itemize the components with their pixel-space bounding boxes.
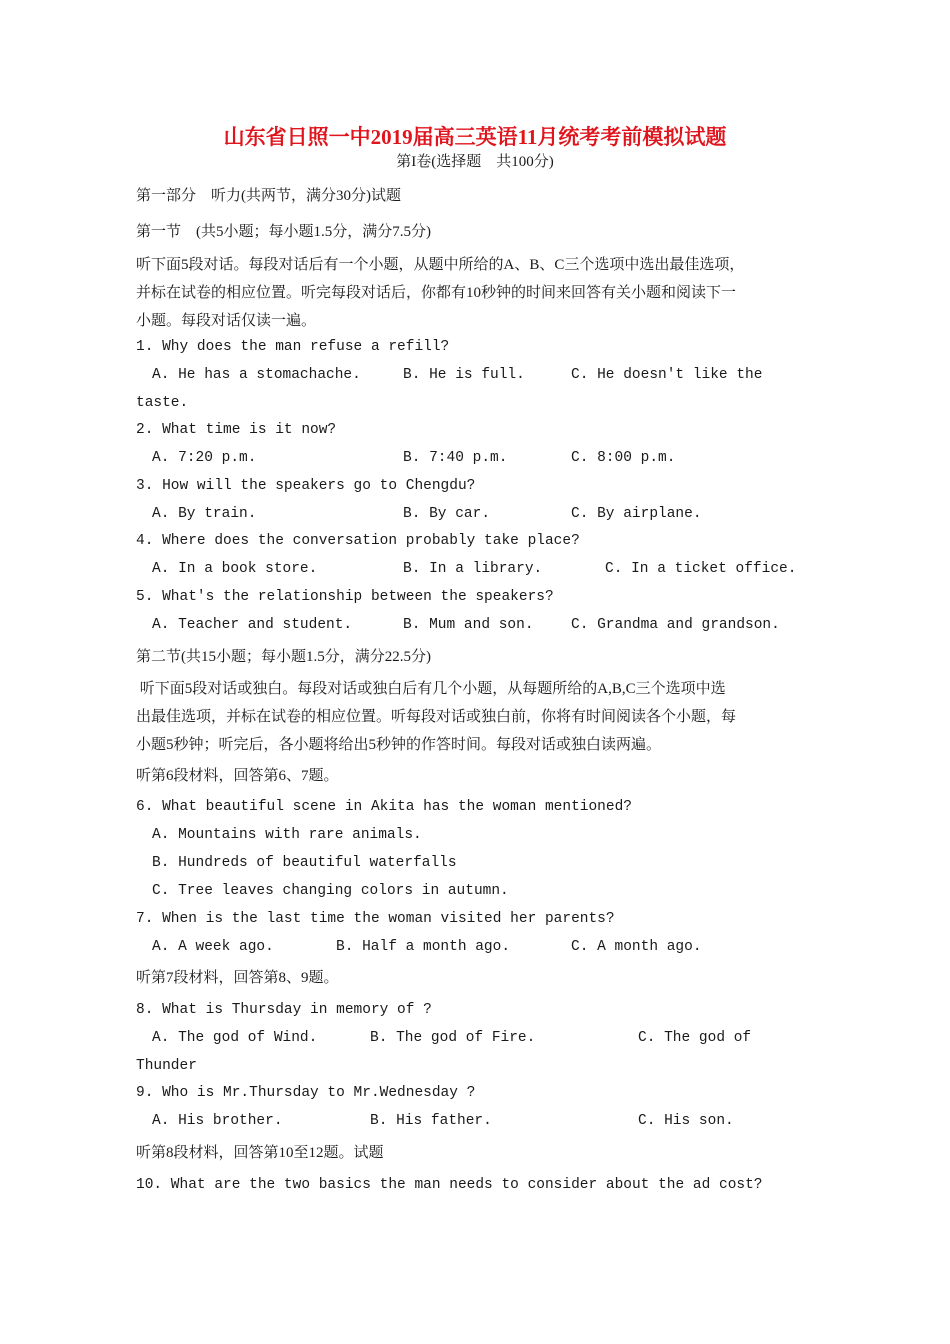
option-c-continued: Thunder bbox=[136, 1058, 197, 1074]
option-c: C. By airplane. bbox=[571, 506, 702, 522]
option-b: B. Mum and son. bbox=[403, 617, 534, 633]
option-c: C. He doesn't like the bbox=[571, 367, 763, 383]
part-heading: 第一部分 听力(共两节，满分30分)试题 bbox=[136, 188, 401, 204]
option-a: A. 7:20 p.m. bbox=[152, 450, 257, 466]
option-c: C. The god of bbox=[638, 1030, 752, 1046]
option-a: A. Teacher and student. bbox=[152, 617, 353, 633]
instruction-line: 小题。每段对话仅读一遍。 bbox=[136, 313, 317, 329]
option-b: B. Hundreds of beautiful waterfalls bbox=[152, 855, 457, 871]
question-stem: 8. What is Thursday in memory of ? bbox=[136, 1002, 432, 1018]
material-heading: 听第8段材料，回答第10至12题。试题 bbox=[136, 1145, 384, 1161]
instruction-line: 听下面5段对话。每段对话后有一个小题，从题中所给的A、B、C三个选项中选出最佳选项， bbox=[136, 257, 745, 273]
question-stem: 7. When is the last time the woman visited her parents? bbox=[136, 911, 615, 927]
option-b: B. Half a month ago. bbox=[336, 939, 511, 955]
question-stem: 4. Where does the conversation probably take place? bbox=[136, 533, 580, 549]
option-a: A. His brother. bbox=[152, 1113, 283, 1129]
option-b: B. By car. bbox=[403, 506, 491, 522]
section-heading: 第二节(共15小题；每小题1.5分，满分22.5分) bbox=[136, 649, 431, 665]
instruction-line: 小题5秒钟；听完后，各小题将给出5秒钟的作答时间。每段对话或独白读两遍。 bbox=[136, 737, 662, 753]
option-c-continued: taste. bbox=[136, 395, 189, 411]
question-stem: 10. What are the two basics the man needs to consider about the ad cost? bbox=[136, 1177, 763, 1193]
question-stem: 9. Who is Mr.Thursday to Mr.Wednesday ? bbox=[136, 1085, 476, 1101]
option-b: B. 7:40 p.m. bbox=[403, 450, 508, 466]
question-stem: 6. What beautiful scene in Akita has the woman mentioned? bbox=[136, 799, 632, 815]
section-heading: 第一节 (共5小题；每小题1.5分，满分7.5分) bbox=[136, 224, 431, 240]
option-c: C. Tree leaves changing colors in autumn. bbox=[152, 883, 509, 899]
option-c: C. Grandma and grandson. bbox=[571, 617, 780, 633]
option-a: A. By train. bbox=[152, 506, 257, 522]
material-heading: 听第7段材料，回答第8、9题。 bbox=[136, 970, 339, 986]
option-a: A. In a book store. bbox=[152, 561, 318, 577]
option-c: C. 8:00 p.m. bbox=[571, 450, 676, 466]
instruction-line: 出最佳选项，并标在试卷的相应位置。听每段对话或独白前，你将有时间阅读各个小题，每 bbox=[136, 709, 737, 725]
page-title: 山东省日照一中2019届高三英语11月统考考前模拟试题 bbox=[223, 125, 727, 149]
volume-subtitle: 第I卷(选择题 共100分) bbox=[396, 154, 554, 170]
option-a: A. Mountains with rare animals. bbox=[152, 827, 422, 843]
option-a: A. He has a stomachache. bbox=[152, 367, 361, 383]
question-stem: 2. What time is it now? bbox=[136, 422, 337, 438]
instruction-line: 听下面5段对话或独白。每段对话或独白后有几个小题，从每题所给的A,B,C三个选项中选 bbox=[136, 681, 726, 697]
question-stem: 3. How will the speakers go to Chengdu? bbox=[136, 478, 476, 494]
question-stem: 5. What's the relationship between the speakers? bbox=[136, 589, 554, 605]
option-b: B. His father. bbox=[370, 1113, 492, 1129]
option-b: B. He is full. bbox=[403, 367, 525, 383]
instruction-line: 并标在试卷的相应位置。听完每段对话后，你都有10秒钟的时间来回答有关小题和阅读下一 bbox=[136, 285, 737, 301]
question-stem: 1. Why does the man refuse a refill? bbox=[136, 339, 450, 355]
option-a: A. The god of Wind. bbox=[152, 1030, 318, 1046]
option-b: B. In a library. bbox=[403, 561, 543, 577]
option-b: B. The god of Fire. bbox=[370, 1030, 536, 1046]
option-c: C. In a ticket office. bbox=[605, 561, 797, 577]
option-c: C. His son. bbox=[638, 1113, 734, 1129]
material-heading: 听第6段材料，回答第6、7题。 bbox=[136, 768, 339, 784]
option-c: C. A month ago. bbox=[571, 939, 702, 955]
option-a: A. A week ago. bbox=[152, 939, 274, 955]
